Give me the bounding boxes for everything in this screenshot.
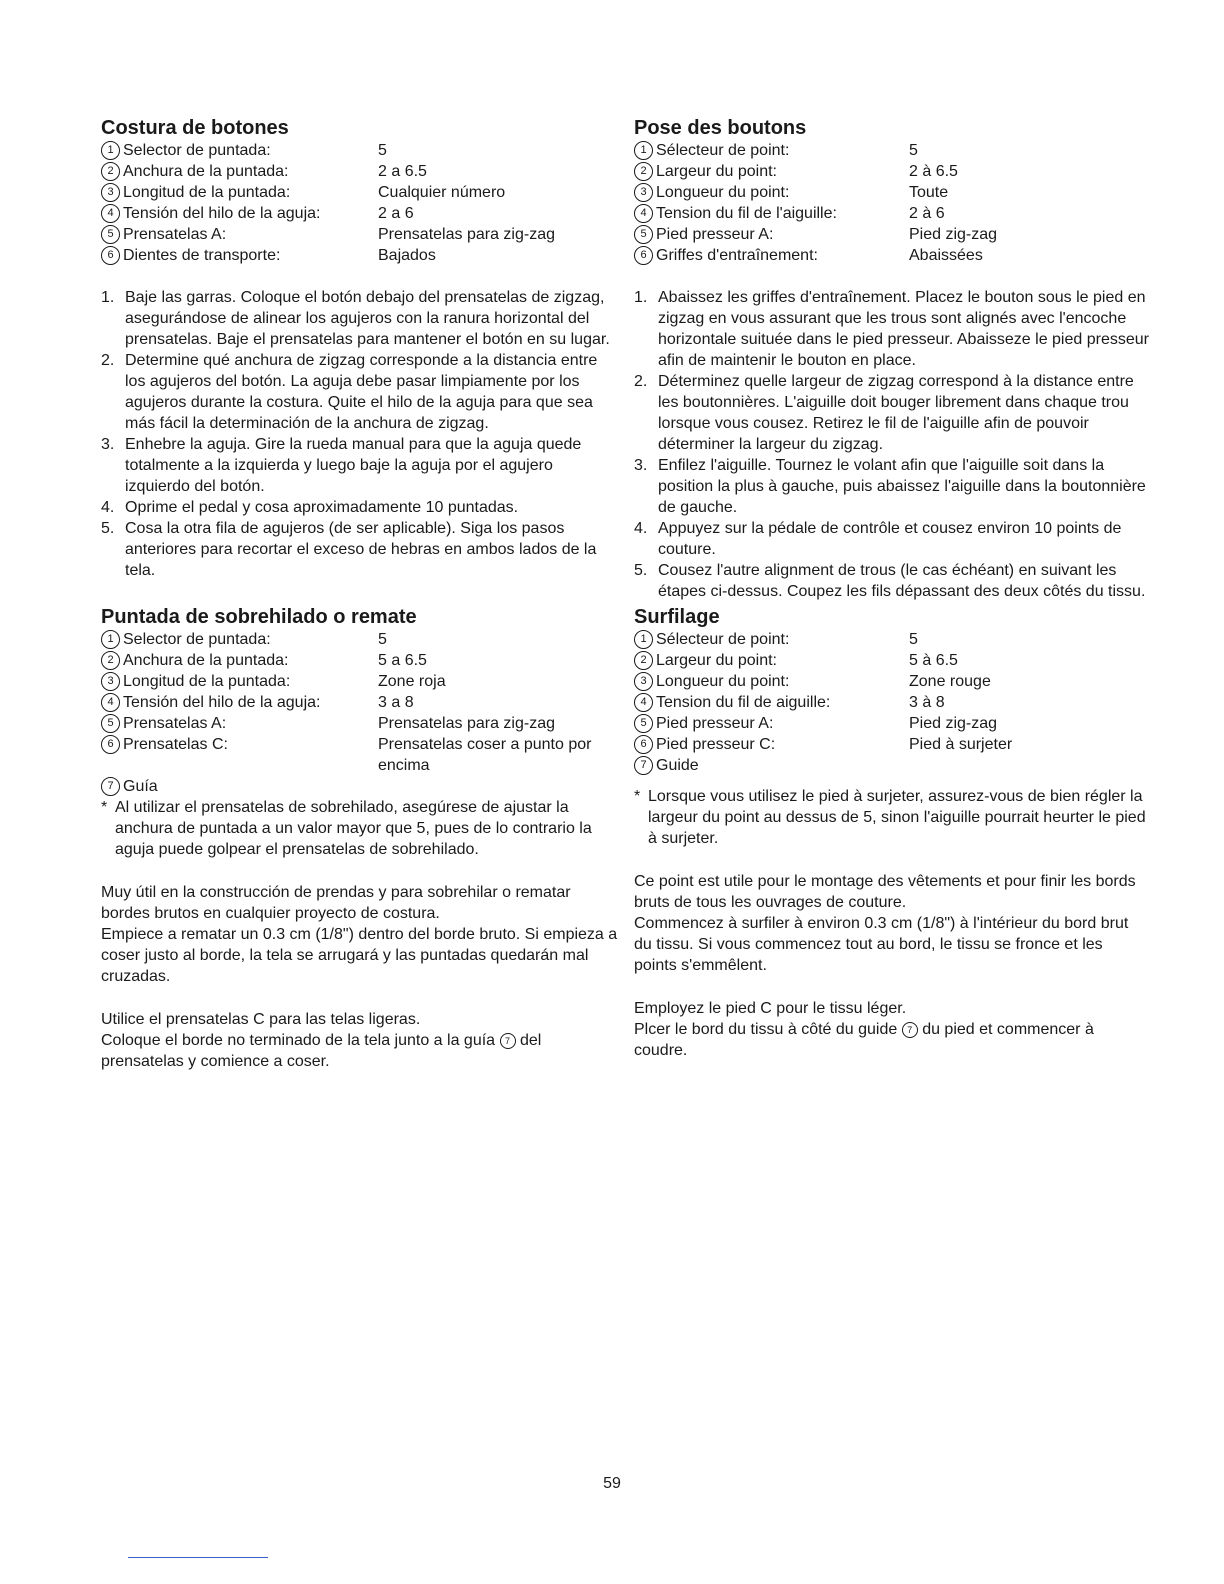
setting-value: Cualquier número [378, 184, 506, 201]
steps-list-botones [101, 287, 621, 581]
circled-number-6: 6 [634, 735, 653, 754]
setting-row [634, 692, 1149, 713]
setting-value: 3 à 8 [909, 694, 945, 711]
step-number: 5. [634, 562, 648, 579]
setting-value: 5 a 6.5 [378, 652, 427, 669]
circled-number-6: 6 [634, 246, 653, 265]
circled-number-2: 2 [101, 651, 120, 670]
step-text: Baje las garras. Coloque el botón debajo del prensatelas de zigzag, asegurándose de alinear los agujeros con la ranura horizontal del prensatelas. Baje el prensatelas para mantener el botón en su lugar. [125, 289, 610, 348]
setting-label: Selector de puntada: [123, 142, 271, 159]
setting-value: 5 [378, 631, 387, 648]
circled-number-1: 1 [634, 141, 653, 160]
setting-row [101, 161, 621, 182]
paragraph-guide-edge-before: Coloque el borde no terminado de la tela junto a la guía [101, 1032, 496, 1049]
step-text: Enfilez l'aiguille. Tournez le volant afin que l'aiguille soit dans la position la plus à gauche, puis abaissez l'aiguille dans la boutonnière de gauche. [658, 457, 1146, 516]
setting-row [634, 671, 1149, 692]
step-number: 2. [634, 373, 648, 390]
page-number: 59 [603, 1475, 621, 1492]
setting-row [101, 245, 621, 266]
spanish-column [101, 116, 621, 1072]
setting-value: 5 à 6.5 [909, 652, 958, 669]
setting-value: 5 [378, 142, 387, 159]
setting-label: Prensatelas C: [123, 736, 228, 753]
step-item [101, 434, 621, 497]
setting-label: Pied presseur A: [656, 226, 774, 243]
setting-row [634, 182, 1149, 203]
step-item [101, 497, 621, 518]
circled-number-5: 5 [634, 225, 653, 244]
setting-label: Anchura de la puntada: [123, 163, 289, 180]
setting-label: Tensión del hilo de la aguja: [123, 694, 321, 711]
setting-label: Largeur du point: [656, 163, 777, 180]
setting-label: Prensatelas A: [123, 226, 227, 243]
paragraph-guide-edge-after: del prensatelas y comience a coser. [101, 1032, 542, 1070]
setting-row [101, 713, 621, 734]
note-text: Lorsque vous utilisez le pied à surjeter, assurez-vous de bien régler la largeur du point au dessus de 5, sinon l'aiguille pourrait heurter le pied à surjeter. [648, 788, 1146, 847]
settings-list-sobrehilado [101, 629, 621, 776]
settings-list-botones [101, 140, 621, 266]
circled-number-4: 4 [101, 693, 120, 712]
setting-label: Anchura de la puntada: [123, 652, 289, 669]
setting-value: Prensatelas para zig-zag [378, 226, 555, 243]
setting-value: Pied zig-zag [909, 715, 998, 732]
steps-list-boutons [634, 287, 1149, 602]
step-text: Cousez l'autre alignment de trous (le cas échéant) en suivant les étapes ci-dessus. Coupez les fils dépassant des deux côtés du tissu. [658, 562, 1146, 600]
paragraph-guide-edge-after: du pied et commencer à coudre. [634, 1021, 1094, 1059]
step-number: 5. [101, 520, 115, 537]
setting-row [634, 629, 1149, 650]
setting-value: Prensatelas para zig-zag [378, 715, 555, 732]
setting-row [101, 140, 621, 161]
guide-label: Guía [123, 778, 158, 795]
paragraph-guide-edge-before: Plcer le bord du tissu à côté du guide [634, 1021, 898, 1038]
setting-label: Sélecteur de point: [656, 631, 790, 648]
step-item [101, 518, 621, 581]
step-item [634, 518, 1149, 560]
step-item [101, 287, 621, 350]
paragraph-start: Empiece a rematar un 0.3 cm (1/8") dentro del borde bruto. Si empieza a coser justo al borde, la tela se arrugará y las puntadas quedarán mal cruzadas. [101, 926, 618, 985]
circled-number-1: 1 [634, 630, 653, 649]
setting-label: Tensión del hilo de la aguja: [123, 205, 321, 222]
setting-label: Largeur du point: [656, 652, 777, 669]
circled-number-2: 2 [634, 162, 653, 181]
setting-row [101, 182, 621, 203]
circled-number-4: 4 [634, 693, 653, 712]
circled-number-3: 3 [634, 672, 653, 691]
asterisk-icon: * [101, 799, 108, 816]
setting-value: 5 [909, 142, 918, 159]
setting-row [634, 140, 1149, 161]
setting-row [634, 650, 1149, 671]
setting-label: Longitud de la puntada: [123, 184, 291, 201]
setting-value: Bajados [378, 247, 436, 264]
step-text: Déterminez quelle largeur de zigzag correspond à la distance entre les boutonnières. L'aiguille doit bouger librement dans chaque trou lorsque vous cousez. Retirez le fil de l'aiguille afin de pouvoir déterminer la largeur du zigzag. [658, 373, 1134, 453]
step-number: 3. [101, 436, 115, 453]
circled-number-5: 5 [101, 225, 120, 244]
bottom-rule [128, 1557, 268, 1558]
setting-row [101, 692, 621, 713]
step-text: Enhebre la aguja. Gire la rueda manual para que la aguja quede totalmente a la izquierda y luego baje la aguja por el agujero izquierdo del botón. [125, 436, 582, 495]
setting-row [634, 161, 1149, 182]
setting-value: 2 a 6.5 [378, 163, 427, 180]
asterisk-icon: * [634, 788, 641, 805]
setting-value: Pied à surjeter [909, 736, 1013, 753]
circled-number-5: 5 [101, 714, 120, 733]
step-number: 1. [634, 289, 648, 306]
setting-label: Dientes de transporte: [123, 247, 281, 264]
paragraph-guide-edge [634, 1019, 1149, 1061]
setting-value: Pied zig-zag [909, 226, 998, 243]
setting-label: Tension du fil de l'aiguille: [656, 205, 837, 222]
step-item [634, 455, 1149, 518]
setting-value: 2 à 6 [909, 205, 945, 222]
setting-value: 2 a 6 [378, 205, 414, 222]
section-title-pose-boutons: Pose des boutons [634, 117, 807, 139]
circled-number-1: 1 [101, 630, 120, 649]
circled-number-2: 2 [101, 162, 120, 181]
setting-row [101, 650, 621, 671]
section-title-costura-botones: Costura de botones [101, 117, 289, 139]
guide-item [634, 755, 1149, 776]
setting-value: Toute [909, 184, 949, 201]
setting-row [634, 734, 1149, 755]
setting-row [634, 713, 1149, 734]
paragraph-light-fabric: Employez le pied C pour le tissu léger. [634, 1000, 907, 1017]
setting-value: Abaissées [909, 247, 983, 264]
guide-item [101, 776, 621, 797]
settings-list-surfilage [634, 629, 1149, 755]
setting-row [101, 734, 621, 776]
setting-value: 5 [909, 631, 918, 648]
step-number: 4. [101, 499, 115, 516]
setting-value: Zone roja [378, 673, 446, 690]
step-item [101, 350, 621, 434]
setting-label: Tension du fil de aiguille: [656, 694, 831, 711]
setting-row [634, 245, 1149, 266]
setting-row [634, 203, 1149, 224]
guide-label: Guide [656, 757, 699, 774]
setting-value: 3 a 8 [378, 694, 414, 711]
circled-number-3: 3 [101, 672, 120, 691]
circled-number-1: 1 [101, 141, 120, 160]
circled-number-7: 7 [902, 1022, 918, 1038]
step-text: Abaissez les griffes d'entraînement. Placez le bouton sous le pied en zigzag en vous assurant que les trous sont alignés avec l'encoche horizontale suituée dans le pied presseur. Abaisseze le pied presseur afin de maintenir le bouton en place. [658, 289, 1149, 369]
circled-number-7: 7 [500, 1033, 516, 1049]
setting-label: Longueur du point: [656, 673, 790, 690]
section-title-surfilage: Surfilage [634, 606, 720, 628]
setting-value: Zone rouge [909, 673, 991, 690]
circled-number-6: 6 [101, 735, 120, 754]
note-sobrehilado [101, 797, 621, 860]
circled-number-4: 4 [101, 204, 120, 223]
circled-number-7: 7 [634, 756, 653, 775]
step-text: Determine qué anchura de zigzag corresponde a la distancia entre los agujeros del botón. La aguja debe pasar limpiamente por los agujeros durante la costura. Quite el hilo de la aguja para que sea más fácil la determinación de la anchura de zigzag. [125, 352, 598, 432]
step-item [634, 371, 1149, 455]
paragraph-guide-edge [101, 1030, 621, 1072]
setting-label: Prensatelas A: [123, 715, 227, 732]
paragraph-usage: Muy útil en la construcción de prendas y para sobrehilar o rematar bordes brutos en cualquier proyecto de costura. [101, 884, 571, 922]
setting-label: Longueur du point: [656, 184, 790, 201]
setting-row [101, 203, 621, 224]
circled-number-7: 7 [101, 777, 120, 796]
step-item [634, 560, 1149, 602]
setting-row [634, 224, 1149, 245]
note-text: Al utilizar el prensatelas de sobrehilado, asegúrese de ajustar la anchura de puntada a un valor mayor que 5, pues de lo contrario la aguja puede golpear el prensatelas de sobrehilado. [115, 799, 592, 858]
setting-label: Pied presseur A: [656, 715, 774, 732]
circled-number-3: 3 [634, 183, 653, 202]
section-title-sobrehilado: Puntada de sobrehilado o remate [101, 606, 417, 628]
circled-number-4: 4 [634, 204, 653, 223]
setting-label: Pied presseur C: [656, 736, 776, 753]
note-surfilage [634, 786, 1149, 849]
setting-label: Longitud de la puntada: [123, 673, 291, 690]
step-number: 4. [634, 520, 648, 537]
circled-number-3: 3 [101, 183, 120, 202]
step-text: Appuyez sur la pédale de contrôle et cousez environ 10 points de couture. [658, 520, 1122, 558]
setting-row [101, 224, 621, 245]
setting-value: Prensatelas coser a punto por encima [378, 736, 592, 774]
paragraph-light-fabric: Utilice el prensatelas C para las telas ligeras. [101, 1011, 421, 1028]
step-number: 2. [101, 352, 115, 369]
setting-label: Sélecteur de point: [656, 142, 790, 159]
paragraph-start: Commencez à surfiler à environ 0.3 cm (1/8") à l'intérieur du bord brut du tissu. Si vous commencez tout au bord, le tissu se fronce et les points s'emmêlent. [634, 915, 1129, 974]
setting-value: 2 à 6.5 [909, 163, 958, 180]
circled-number-6: 6 [101, 246, 120, 265]
settings-list-boutons [634, 140, 1149, 266]
circled-number-5: 5 [634, 714, 653, 733]
setting-row [101, 671, 621, 692]
setting-label: Selector de puntada: [123, 631, 271, 648]
setting-row [101, 629, 621, 650]
step-number: 1. [101, 289, 115, 306]
paragraph-usage: Ce point est utile pour le montage des vêtements et pour finir les bords bruts de tous les ouvrages de couture. [634, 873, 1136, 911]
setting-label: Griffes d'entraînement: [656, 247, 818, 264]
step-item [634, 287, 1149, 371]
step-text: Oprime el pedal y cosa aproximadamente 10 puntadas. [125, 499, 519, 516]
step-number: 3. [634, 457, 648, 474]
french-column [634, 116, 1149, 1061]
step-text: Cosa la otra fila de agujeros (de ser aplicable). Siga los pasos anteriores para recortar el exceso de hebras en ambos lados de la tela. [125, 520, 597, 579]
circled-number-2: 2 [634, 651, 653, 670]
